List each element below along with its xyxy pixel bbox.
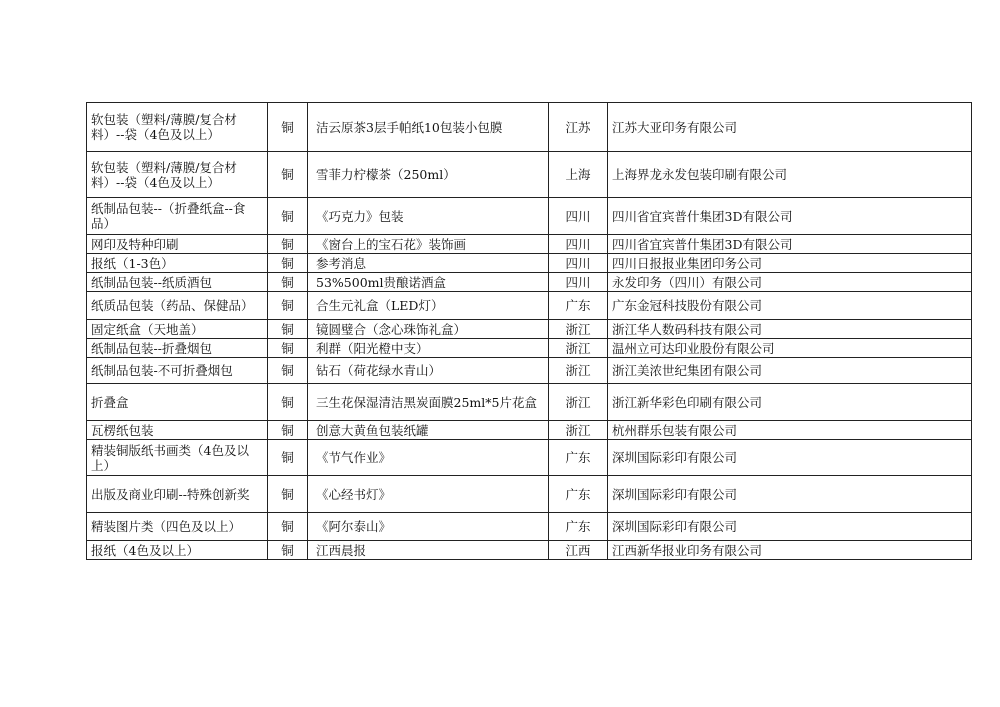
work-title-cell: 镜圆璧合（念心珠饰礼盒）	[308, 320, 549, 339]
category-cell: 纸制品包装--（折叠纸盒--食品）	[87, 198, 268, 235]
award-level-cell: 铜	[268, 440, 308, 476]
award-level-cell: 铜	[268, 273, 308, 292]
work-title-cell: 参考消息	[308, 254, 549, 273]
award-level-cell: 铜	[268, 235, 308, 254]
work-title-cell: 《阿尔泰山》	[308, 513, 549, 541]
company-cell: 温州立可达印业股份有限公司	[608, 339, 972, 358]
work-title-cell: 合生元礼盒（LED灯）	[308, 292, 549, 320]
table-row	[87, 421, 972, 440]
category-cell: 纸制品包装--纸质酒包	[87, 273, 268, 292]
category-cell: 报纸（1-3色）	[87, 254, 268, 273]
category-cell: 软包装（塑料/薄膜/复合材料）--袋（4色及以上）	[87, 152, 268, 198]
table-row	[87, 235, 972, 254]
table-row	[87, 384, 972, 421]
company-cell: 浙江华人数码科技有限公司	[608, 320, 972, 339]
award-level-cell: 铜	[268, 198, 308, 235]
work-title-cell: 创意大黄鱼包装纸罐	[308, 421, 549, 440]
company-cell: 江苏大亚印务有限公司	[608, 103, 972, 152]
province-cell: 江苏	[549, 103, 608, 152]
category-cell: 固定纸盒（天地盖）	[87, 320, 268, 339]
work-title-cell: 《窗台上的宝石花》装饰画	[308, 235, 549, 254]
company-cell: 四川日报报业集团印务公司	[608, 254, 972, 273]
category-cell: 纸制品包装-不可折叠烟包	[87, 358, 268, 384]
table-row	[87, 103, 972, 152]
table-row	[87, 358, 972, 384]
company-cell: 浙江美浓世纪集团有限公司	[608, 358, 972, 384]
award-level-cell: 铜	[268, 421, 308, 440]
award-table	[86, 102, 972, 560]
category-cell: 报纸（4色及以上）	[87, 541, 268, 560]
award-level-cell: 铜	[268, 254, 308, 273]
category-cell: 瓦楞纸包装	[87, 421, 268, 440]
work-title-cell: 53%500ml贵酿诺酒盒	[308, 273, 549, 292]
category-cell: 纸质品包装（药品、保健品）	[87, 292, 268, 320]
table-row	[87, 440, 972, 476]
category-cell: 精装图片类（四色及以上）	[87, 513, 268, 541]
award-level-cell: 铜	[268, 103, 308, 152]
work-title-cell: 雪菲力柠檬茶（250ml）	[308, 152, 549, 198]
province-cell: 浙江	[549, 320, 608, 339]
company-cell: 广东金冠科技股份有限公司	[608, 292, 972, 320]
table-row	[87, 292, 972, 320]
award-level-cell: 铜	[268, 292, 308, 320]
table-row	[87, 541, 972, 560]
work-title-cell: 《心经书灯》	[308, 476, 549, 513]
award-level-cell: 铜	[268, 152, 308, 198]
company-cell: 深圳国际彩印有限公司	[608, 476, 972, 513]
category-cell: 软包装（塑料/薄膜/复合材料）--袋（4色及以上）	[87, 103, 268, 152]
province-cell: 四川	[549, 273, 608, 292]
company-cell: 浙江新华彩色印刷有限公司	[608, 384, 972, 421]
table-row	[87, 198, 972, 235]
category-cell: 精装铜版纸书画类（4色及以上）	[87, 440, 268, 476]
table-row	[87, 254, 972, 273]
work-title-cell: 洁云原茶3层手帕纸10包装小包膜	[308, 103, 549, 152]
table-row	[87, 476, 972, 513]
table-row	[87, 320, 972, 339]
province-cell: 浙江	[549, 421, 608, 440]
company-cell: 杭州群乐包装有限公司	[608, 421, 972, 440]
award-level-cell: 铜	[268, 541, 308, 560]
award-level-cell: 铜	[268, 358, 308, 384]
company-cell: 四川省宜宾普什集团3D有限公司	[608, 235, 972, 254]
province-cell: 江西	[549, 541, 608, 560]
province-cell: 浙江	[549, 358, 608, 384]
province-cell: 浙江	[549, 384, 608, 421]
province-cell: 广东	[549, 292, 608, 320]
province-cell: 四川	[549, 198, 608, 235]
work-title-cell: 《节气作业》	[308, 440, 549, 476]
award-level-cell: 铜	[268, 320, 308, 339]
province-cell: 广东	[549, 513, 608, 541]
award-level-cell: 铜	[268, 513, 308, 541]
company-cell: 永发印务（四川）有限公司	[608, 273, 972, 292]
table-row	[87, 273, 972, 292]
province-cell: 浙江	[549, 339, 608, 358]
company-cell: 四川省宜宾普什集团3D有限公司	[608, 198, 972, 235]
award-level-cell: 铜	[268, 476, 308, 513]
province-cell: 四川	[549, 254, 608, 273]
company-cell: 江西新华报业印务有限公司	[608, 541, 972, 560]
table-row	[87, 513, 972, 541]
table-row	[87, 152, 972, 198]
work-title-cell: 江西晨报	[308, 541, 549, 560]
work-title-cell: 利群（阳光橙中支）	[308, 339, 549, 358]
work-title-cell: 三生花保湿清洁黑炭面膜25ml*5片花盒	[308, 384, 549, 421]
category-cell: 网印及特种印刷	[87, 235, 268, 254]
province-cell: 上海	[549, 152, 608, 198]
work-title-cell: 钻石（荷花绿水青山）	[308, 358, 549, 384]
award-level-cell: 铜	[268, 384, 308, 421]
company-cell: 深圳国际彩印有限公司	[608, 440, 972, 476]
province-cell: 广东	[549, 476, 608, 513]
province-cell: 广东	[549, 440, 608, 476]
company-cell: 深圳国际彩印有限公司	[608, 513, 972, 541]
work-title-cell: 《巧克力》包装	[308, 198, 549, 235]
category-cell: 折叠盒	[87, 384, 268, 421]
award-level-cell: 铜	[268, 339, 308, 358]
category-cell: 出版及商业印刷--特殊创新奖	[87, 476, 268, 513]
province-cell: 四川	[549, 235, 608, 254]
table-row	[87, 339, 972, 358]
category-cell: 纸制品包装--折叠烟包	[87, 339, 268, 358]
company-cell: 上海界龙永发包装印刷有限公司	[608, 152, 972, 198]
